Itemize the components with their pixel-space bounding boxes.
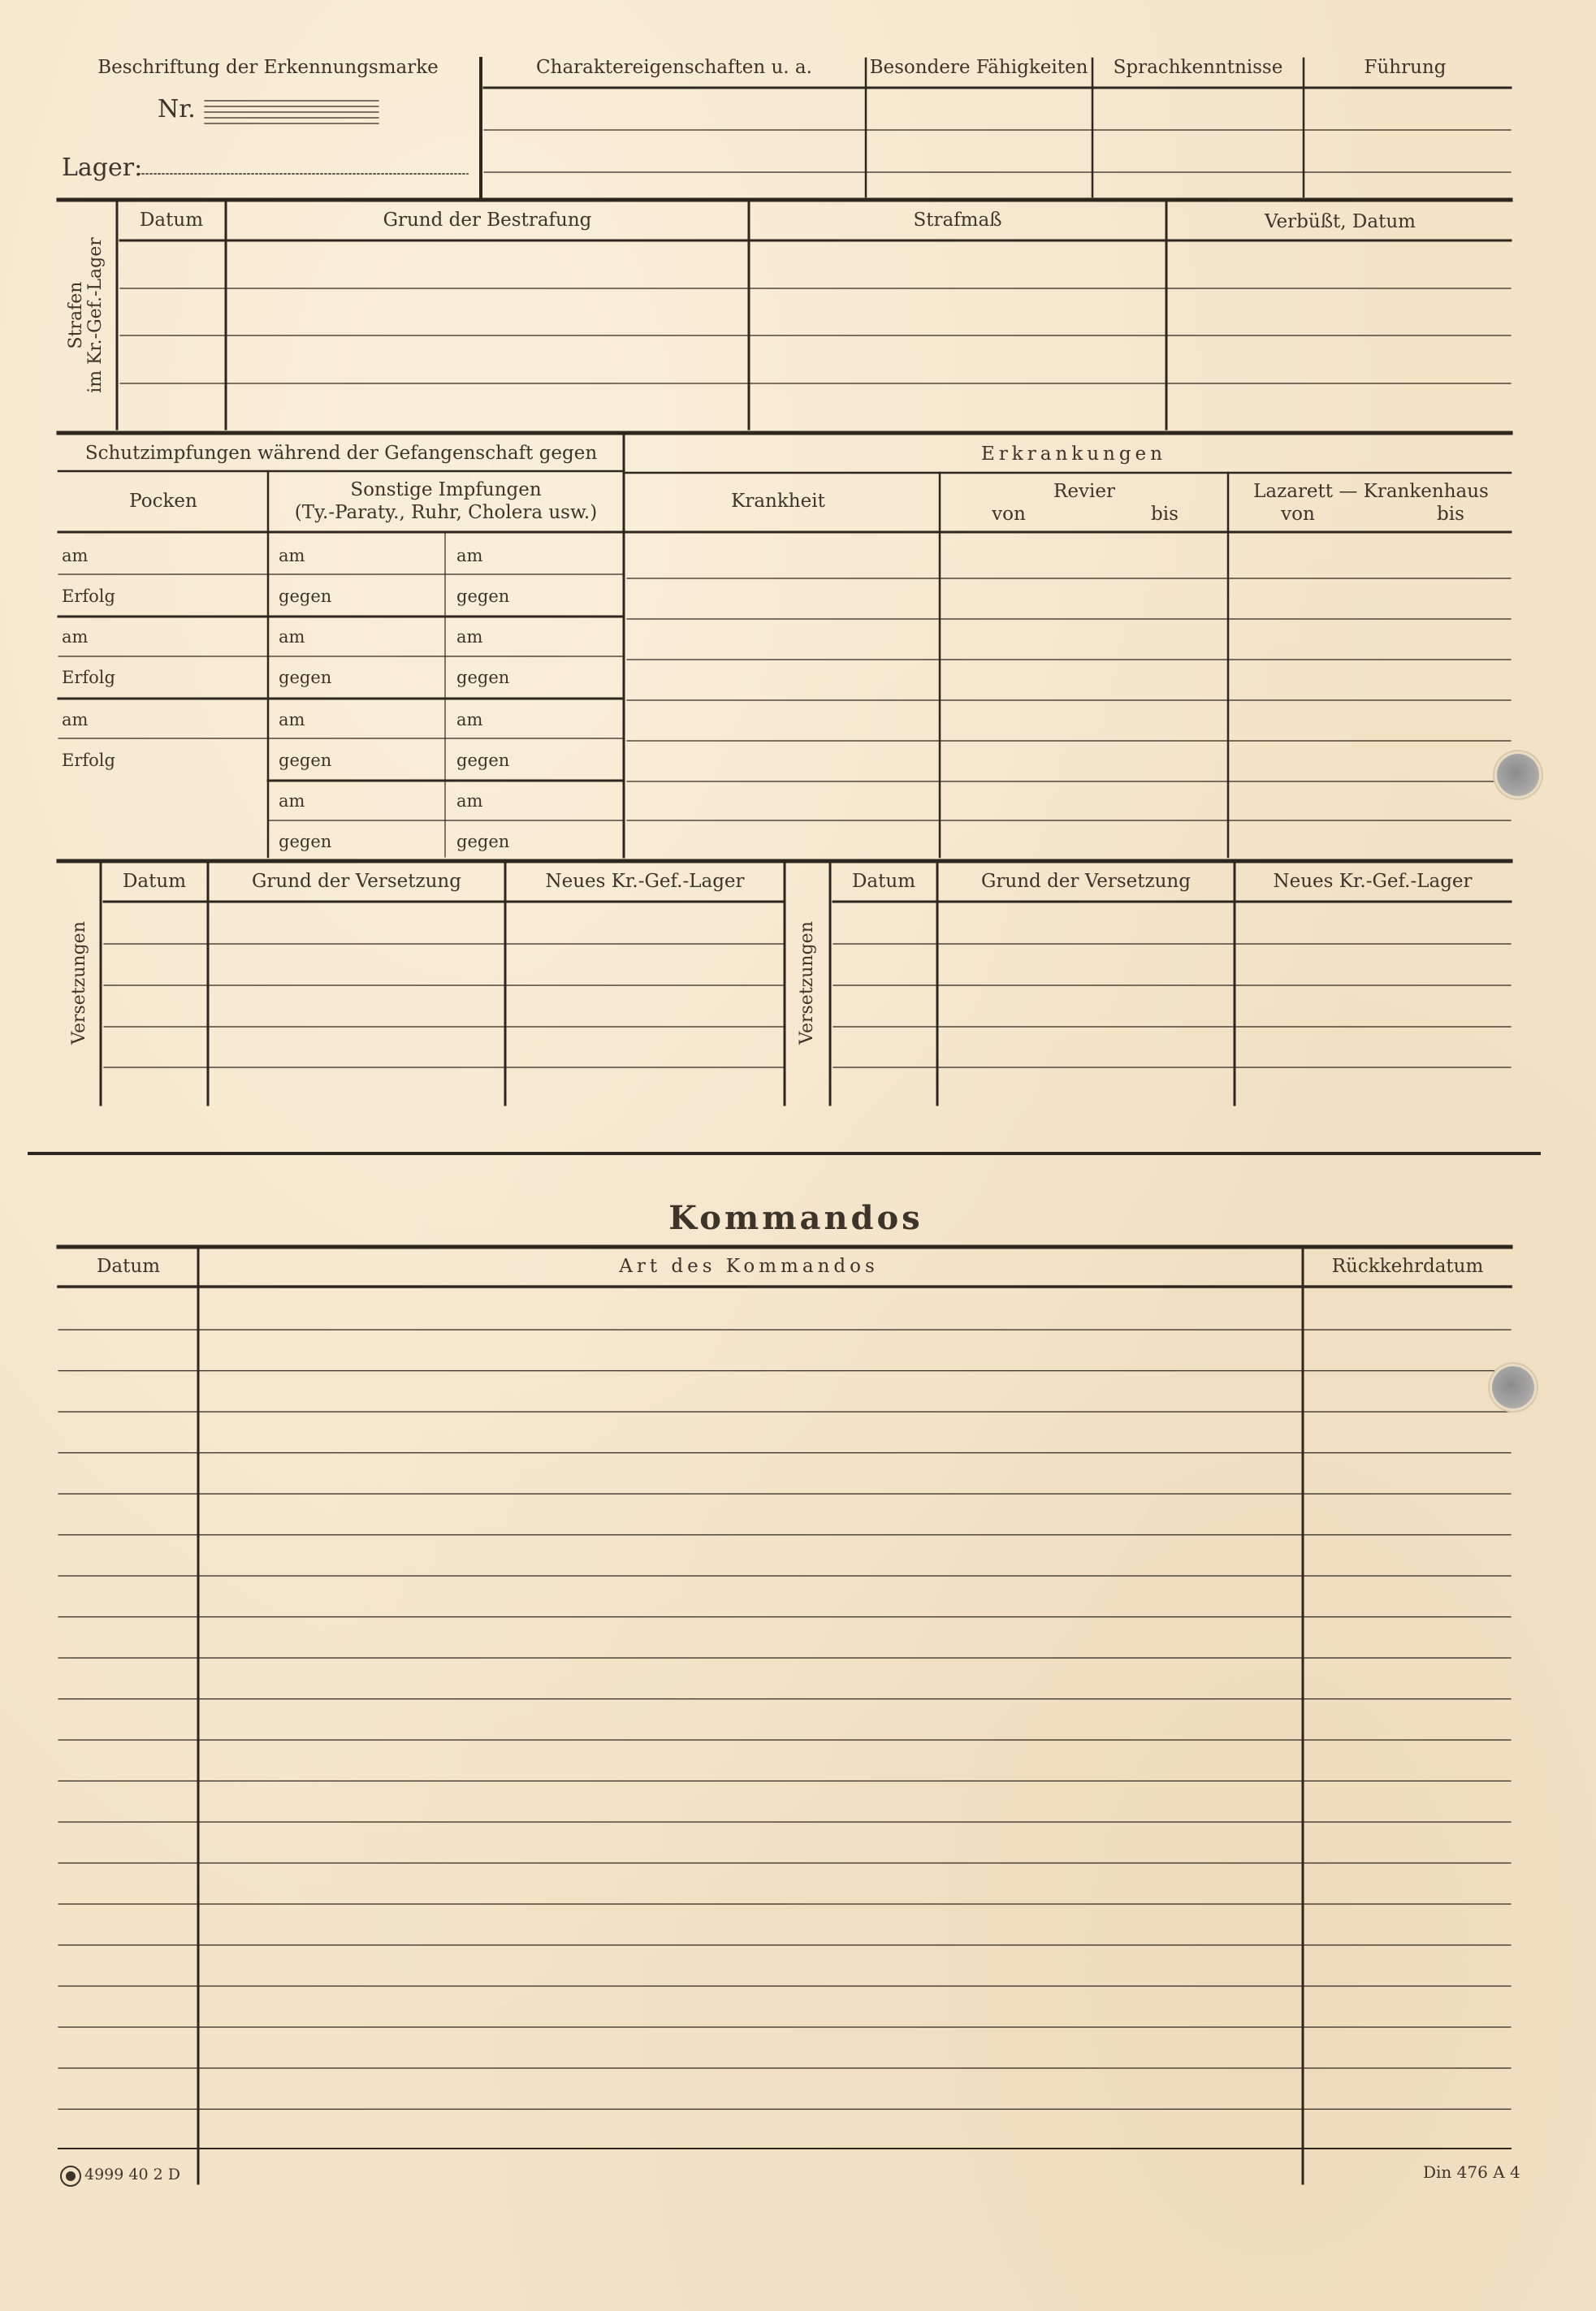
col-besondere-faehigkeiten: Besondere Fähigkeiten <box>869 57 1088 78</box>
col-art-des-kommandos: Art des Kommandos <box>619 1256 879 1277</box>
print-code: 4999 40 2 D <box>84 2166 180 2183</box>
pocken-am-1: am <box>62 546 89 565</box>
col-sprachkenntnisse: Sprachkenntnisse <box>1113 57 1283 78</box>
col-sonstige-impfungen: Sonstige Impfungen <box>350 479 542 500</box>
col-verbuesst-datum: Verbüßt, Datum <box>1265 211 1416 232</box>
other-gegen-3b: gegen <box>456 751 510 770</box>
col-sonstige-impfungen-examples: (Ty.-Paraty., Ruhr, Cholera usw.) <box>294 502 598 523</box>
col-neues-lager-right: Neues Kr.-Gef.-Lager <box>1273 871 1473 892</box>
printer-logo-icon <box>60 2166 81 2187</box>
nr-label: Nr. <box>158 95 196 123</box>
col-grund-der-versetzung-right: Grund der Versetzung <box>981 871 1191 892</box>
other-am-4a: am <box>279 791 305 811</box>
lager-label: Lager: <box>62 154 143 182</box>
other-am-3b: am <box>456 710 483 729</box>
other-gegen-4b: gegen <box>456 832 510 851</box>
din-format: Din 476 A 4 <box>1423 2162 1520 2182</box>
punch-hole-lower <box>1492 1366 1534 1409</box>
other-am-4b: am <box>456 791 483 811</box>
pocken-am-3: am <box>62 710 89 729</box>
revier-von: von <box>992 504 1026 525</box>
kommandos-title: Kommandos <box>668 1199 923 1237</box>
col-revier: Revier <box>1053 481 1115 502</box>
col-krankheit: Krankheit <box>731 491 825 512</box>
pocken-erfolg-2: Erfolg <box>62 668 115 687</box>
col-lazarett-krankenhaus: Lazarett — Krankenhaus <box>1253 481 1489 502</box>
col-neues-lager-left: Neues Kr.-Gef.-Lager <box>545 871 745 892</box>
lazarett-von: von <box>1281 504 1315 525</box>
col-transfer-datum-right: Datum <box>851 871 916 892</box>
col-fuehrung: Führung <box>1364 57 1447 78</box>
penalties-side-label-line1: Strafen <box>65 281 86 349</box>
other-gegen-4a: gegen <box>279 832 332 851</box>
other-gegen-1a: gegen <box>279 586 332 606</box>
other-am-3a: am <box>279 710 305 729</box>
illnesses-heading: Erkrankungen <box>981 444 1166 465</box>
other-am-1a: am <box>279 546 305 565</box>
col-grund-der-versetzung-left: Grund der Versetzung <box>252 871 461 892</box>
other-gegen-3a: gegen <box>279 751 332 770</box>
lazarett-bis: bis <box>1437 504 1464 525</box>
pocken-erfolg-1: Erfolg <box>62 586 115 606</box>
id-tag-lager-field[interactable] <box>140 151 468 175</box>
other-am-1b: am <box>456 546 483 565</box>
other-am-2b: am <box>456 627 483 647</box>
punch-hole-upper <box>1497 754 1539 796</box>
col-penalty-datum: Datum <box>139 210 204 231</box>
col-grund-der-bestrafung: Grund der Bestrafung <box>383 210 592 231</box>
transfers-side-label-left: Versetzungen <box>68 921 89 1045</box>
revier-bis: bis <box>1151 504 1179 525</box>
col-transfer-datum-left: Datum <box>122 871 187 892</box>
id-tag-heading: Beschriftung der Erkennungsmarke <box>97 57 439 78</box>
col-charaktereigenschaften: Charaktereigenschaften u. a. <box>536 57 812 78</box>
penalties-side-label-line2: im Kr.-Gef.-Lager <box>85 237 106 393</box>
other-am-2a: am <box>279 627 305 647</box>
pocken-erfolg-3: Erfolg <box>62 751 115 770</box>
penalties-side-label <box>67 237 106 393</box>
other-gegen-2a: gegen <box>279 668 332 687</box>
col-strafmass: Strafmaß <box>913 210 1002 231</box>
col-rueckkehrdatum: Rückkehrdatum <box>1331 1256 1484 1277</box>
col-pocken: Pocken <box>129 491 197 512</box>
vaccinations-heading: Schutzimpfungen während der Gefangenschaft gegen <box>84 443 598 464</box>
pocken-am-2: am <box>62 627 89 647</box>
id-tag-nr-field[interactable] <box>205 96 378 128</box>
transfers-side-label-right: Versetzungen <box>796 921 817 1045</box>
col-kommando-datum: Datum <box>96 1256 161 1277</box>
other-gegen-2b: gegen <box>456 668 510 687</box>
other-gegen-1b: gegen <box>456 586 510 606</box>
